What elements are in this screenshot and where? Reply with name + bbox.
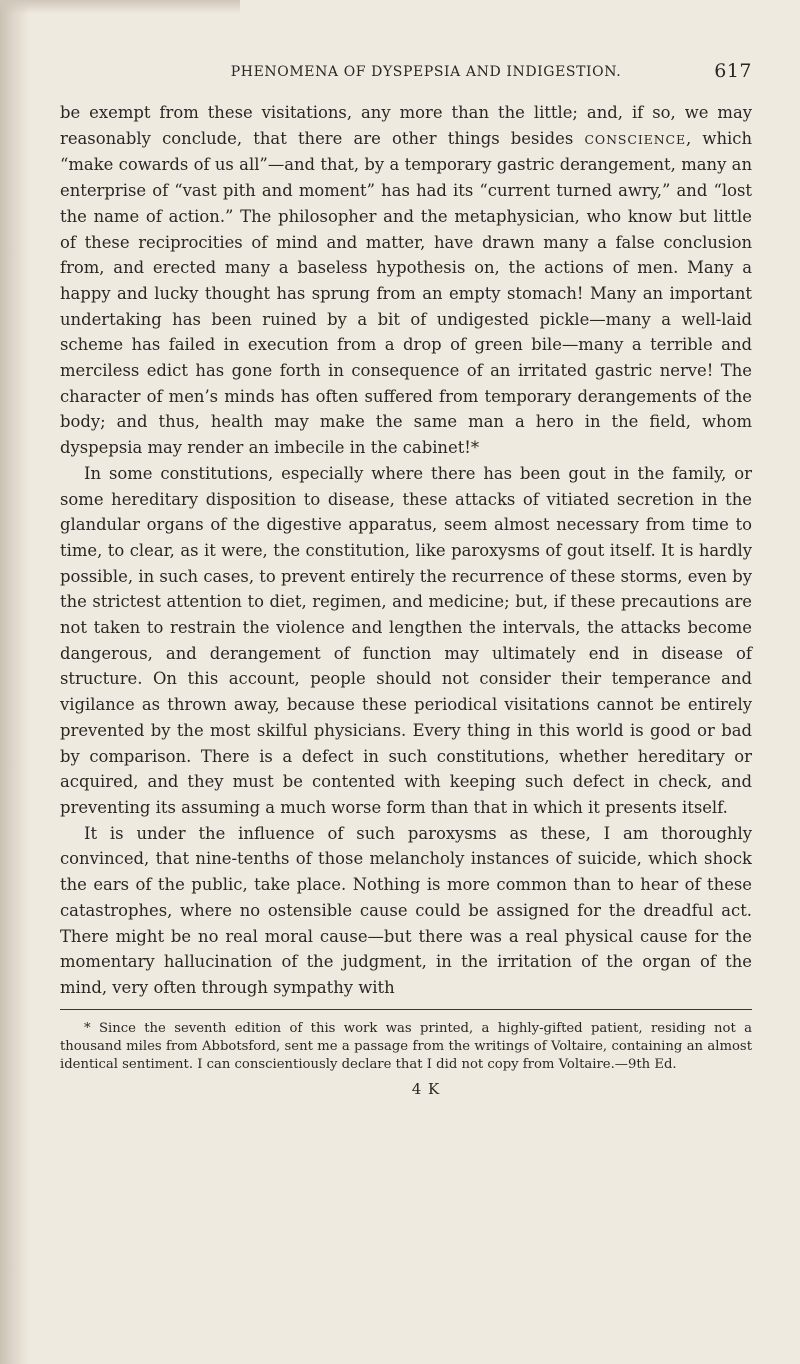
- paragraph-text: , which “make cowards of us all”—and that, by a temporary gastric derangement, many an enterprise of “vast pith and moment” has had its “current turned awry,” and “lost the name of action.” The philosopher and the metaphysician, who know but little of these reciprocities of mind and matter, have drawn many a false conclusion from, and erected many a baseless hypothesis on, the actions of men. Many a happy and lucky thought has sprung from an empty stomach! Many an important undertaking has been ruined by a bit of undigested pickle—many a well-laid scheme has failed in execution from a drop of green bile—many a terrible and merciless edict has gone forth in consequence of an irritated gastric nerve! The character of men’s minds has often suffered from temporary derangements of the body; and thus, health may make the same man a hero in the field, whom dyspepsia may render an imbecile in the cabinet!*: [60, 128, 752, 458]
- page-top-shadow: [0, 0, 240, 14]
- body-paragraph: [60, 461, 752, 821]
- paragraph-text: It is under the influence of such paroxysms as these, I am thoroughly convinced, that nine-tenths of those melancholy instances of suicide, which shock the ears of the public, take place. Nothing is more common than to hear of these catastrophes, where no ostensible cause could be assigned for the dreadful act. There might be no real moral cause—but there was a real physical cause for the momentary hallucination of the judgment, in the irritation of the organ of the mind, very often through sympathy with: [60, 823, 752, 997]
- footnote: [60, 1020, 752, 1074]
- paragraph-text: In some constitutions, especially where there has been gout in the family, or some hereditary disposition to disease, these attacks of vitiated secretion in the glandular organs of the digestive apparatus, seem almost necessary from time to time, to clear, as it were, the constitution, like paroxysms of gout itself. It is hardly possible, in such cases, to prevent entirely the recurrence of these storms, even by the strictest attention to diet, regimen, and medicine; but, if these precautions are not taken to restrain the violence and lengthen the intervals, the attacks become dangerous, and derangement of function may ultimately end in disease of structure. On this account, people should not consider their temperance and vigilance as thrown away, because these periodical visitations cannot be entirely prevented by the most skilful physicians. Every thing in this world is good or bad by comparison. There is a defect in such constitutions, whether hereditary or acquired, and they must be contented with keeping such defect in check, and preventing its assuming a much worse form than that in which it presents itself.: [60, 463, 752, 817]
- paragraph-text: be exempt from these visitations, any more than the little; and, if so, we may reasonably conclude, that there are other things besides: [60, 103, 752, 148]
- page-gutter-shadow: [0, 0, 30, 1364]
- body-paragraph: [60, 100, 752, 461]
- body-paragraph: [60, 821, 752, 1001]
- small-caps-word: CONSCIENCE: [584, 131, 687, 147]
- page-number: 617: [714, 60, 752, 82]
- book-page: [60, 58, 752, 1098]
- signature-mark: 4 K: [411, 1079, 441, 1098]
- running-title: PHENOMENA OF DYSPEPSIA AND INDIGESTION.: [230, 64, 622, 80]
- running-header: [60, 58, 752, 86]
- footnote-text: * Since the seventh edition of this work was printed, a highly-gifted patient, residing not a thousand miles from Abbotsford, sent me a passage from the writings of Voltaire, containing an almost identical sentiment. I can conscientiously declare that I did not copy from Voltaire.—9th Ed.: [60, 1020, 752, 1072]
- body-text: [60, 100, 752, 1001]
- footnote-rule: [60, 1009, 752, 1010]
